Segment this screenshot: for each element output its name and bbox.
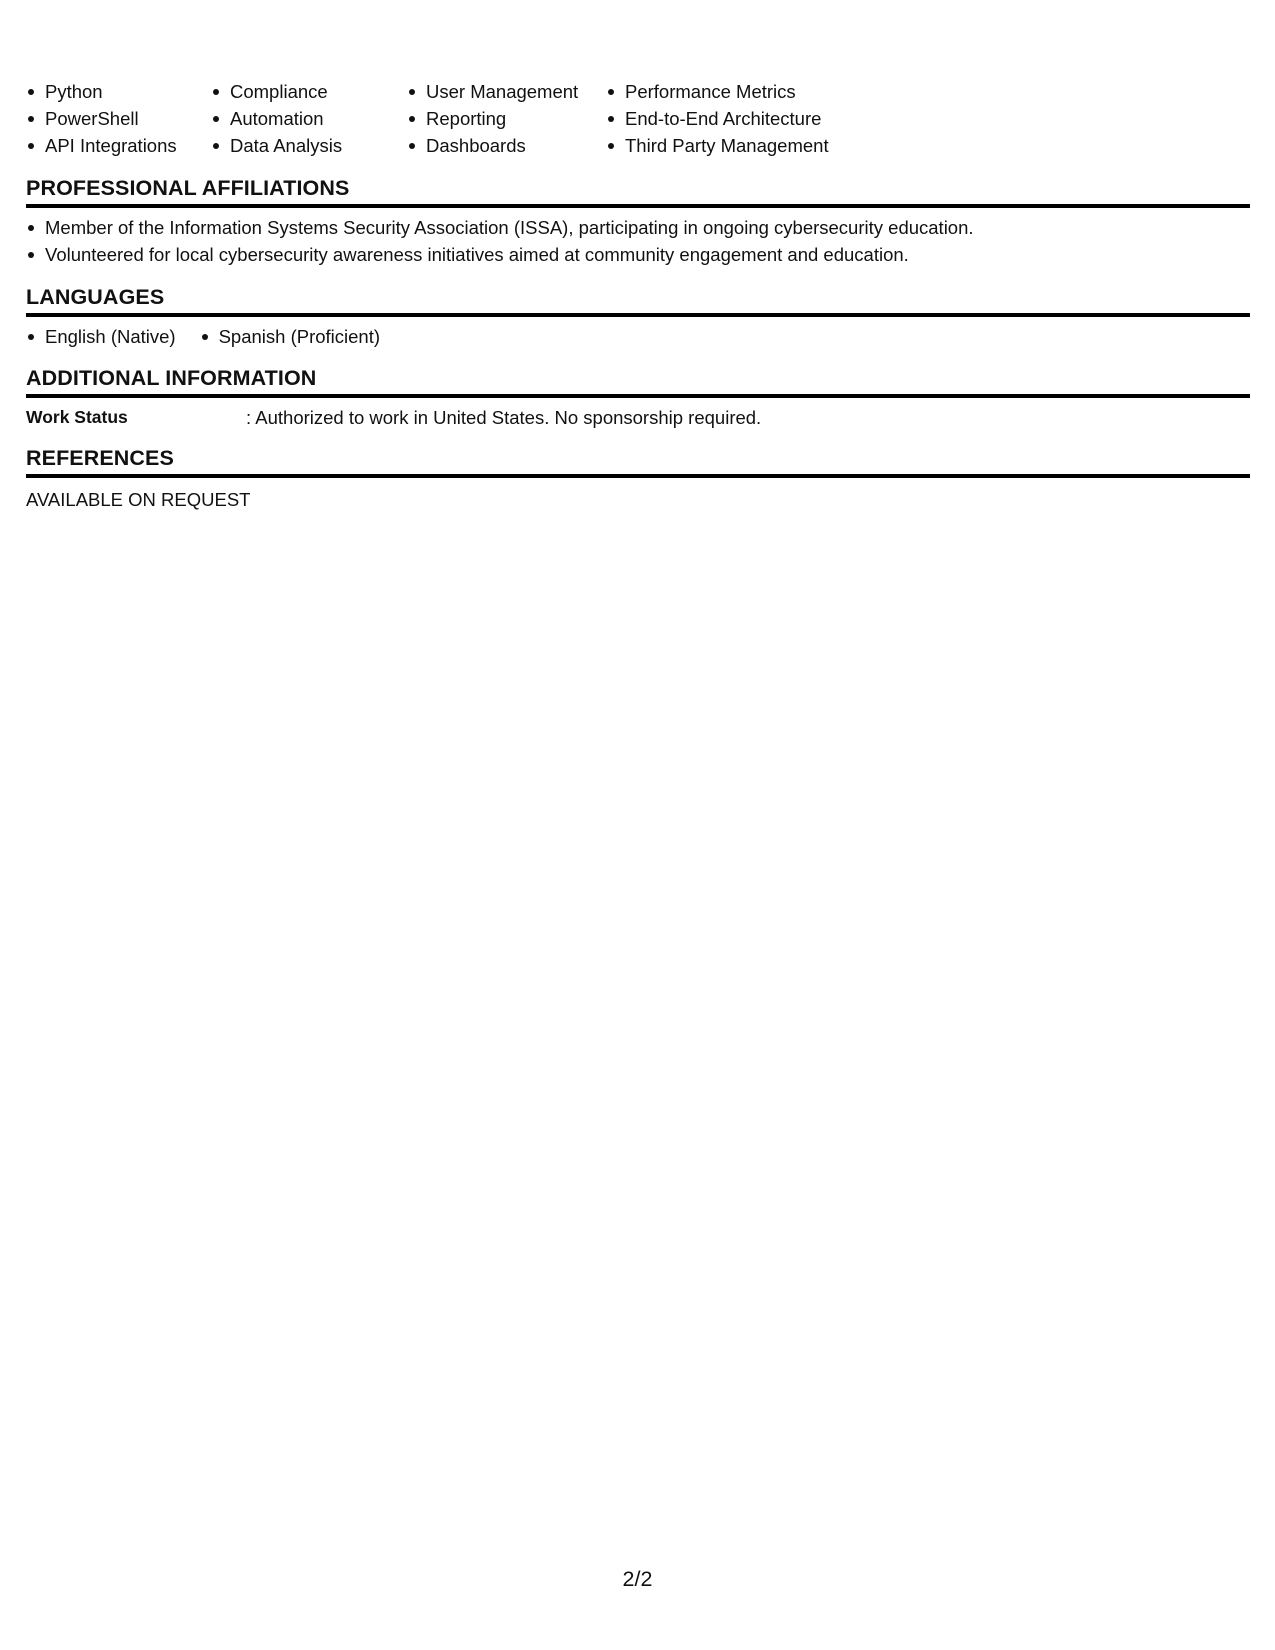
affiliations-list [26,214,1250,268]
skill-item: Compliance [211,78,407,105]
affiliation-item: Member of the Information Systems Security Association (ISSA), participating in ongoing cybersecurity education. [26,214,1250,241]
skill-item: PowerShell [26,105,211,132]
skills-column [211,78,407,159]
language-item: English (Native) [26,323,176,350]
affiliations-heading: PROFESSIONAL AFFILIATIONS [26,175,1250,208]
skills-column [26,78,211,159]
skill-item: User Management [407,78,606,105]
page-number: 2/2 [622,1567,653,1591]
skill-item: Third Party Management [606,132,866,159]
work-status-label: Work Status [26,407,128,427]
skills-grid [26,78,1250,159]
references-text: AVAILABLE ON REQUEST [26,489,251,510]
resume-page [26,78,1250,513]
languages-heading: LANGUAGES [26,284,1250,317]
skill-item: Data Analysis [211,132,407,159]
skill-item: Reporting [407,105,606,132]
references-heading: REFERENCES [26,445,1250,478]
skill-item: Performance Metrics [606,78,866,105]
additional-info-heading: ADDITIONAL INFORMATION [26,365,1250,398]
language-item: Spanish (Proficient) [200,323,380,350]
skill-item: Automation [211,105,407,132]
skill-item: API Integrations [26,132,211,159]
affiliation-item: Volunteered for local cybersecurity awareness initiatives aimed at community engagement and education. [26,241,1250,268]
skill-item: End-to-End Architecture [606,105,866,132]
skill-item: Dashboards [407,132,606,159]
skills-column [606,78,866,159]
skills-column [407,78,606,159]
skill-item: Python [26,78,211,105]
work-status-row [26,404,1250,431]
languages-list [26,323,1250,350]
work-status-value: : Authorized to work in United States. No sponsorship required. [246,407,762,428]
